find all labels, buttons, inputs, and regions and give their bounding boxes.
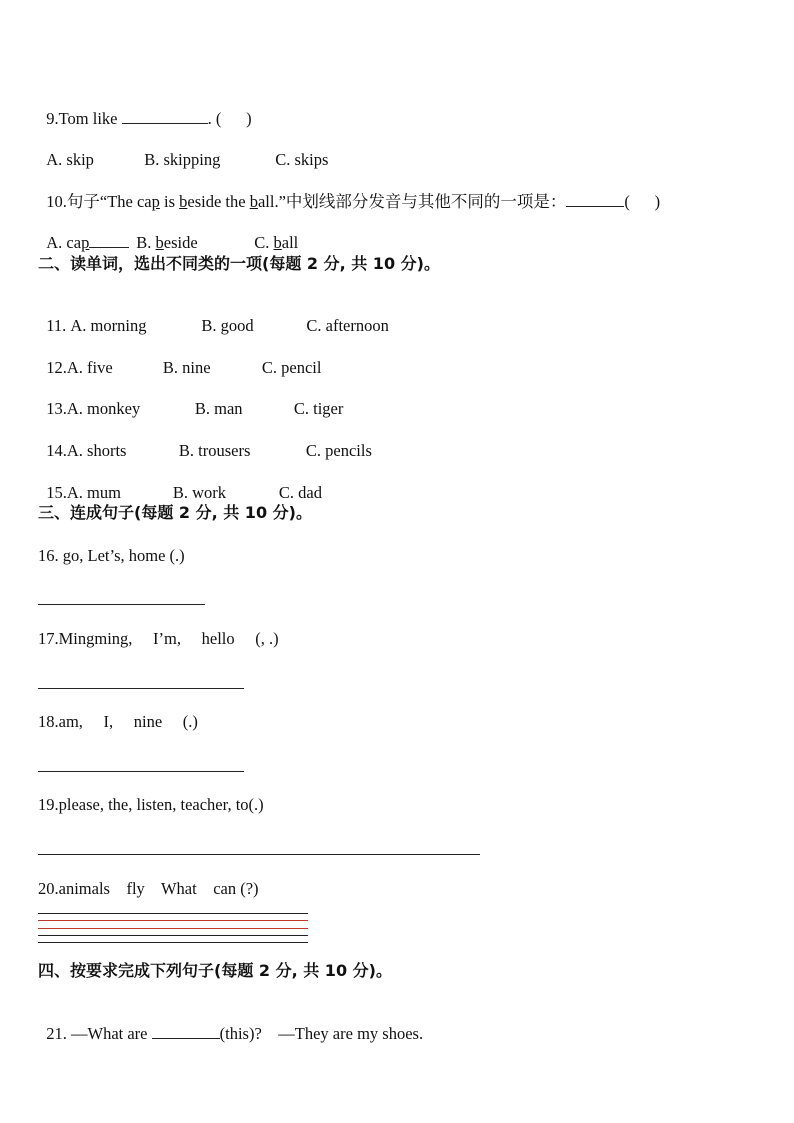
question-11	[38, 296, 389, 336]
q16-answer-line[interactable]	[38, 604, 205, 605]
q10-text-c: eside the	[187, 192, 250, 211]
q10-number: 10.	[46, 192, 67, 211]
question-13	[38, 379, 343, 419]
q14-option-a[interactable]: A. shorts	[66, 441, 127, 460]
q10-text-a: 句子“The ca	[66, 192, 152, 211]
q10-option-c[interactable]	[254, 233, 298, 253]
q9-option-b[interactable]: B. skipping	[144, 150, 221, 169]
q13-option-c[interactable]: C. tiger	[293, 399, 344, 418]
question-14	[38, 421, 372, 461]
q9-option-a[interactable]: A. skip	[46, 150, 94, 169]
q9-stem-post: . ( )	[207, 109, 252, 128]
q15-option-c[interactable]: C. dad	[278, 483, 322, 502]
q20-writing-line-4	[38, 935, 308, 936]
question-10	[38, 171, 660, 212]
question-21	[38, 1003, 423, 1044]
question-17: 17.Mingming, I’m, hello (, .)	[38, 629, 279, 648]
q10-underlined-3: b	[249, 192, 258, 211]
q20-writing-line-5	[38, 942, 308, 943]
section-3-heading: 三、连成句子(每题 2 分, 共 10 分)。	[38, 503, 312, 522]
question-12	[38, 338, 321, 378]
section-4-heading: 四、按要求完成下列句子(每题 2 分, 共 10 分)。	[38, 961, 392, 980]
q14-option-c[interactable]: C. pencils	[305, 441, 372, 460]
q9-option-c[interactable]: C. skips	[275, 150, 329, 169]
q10-option-b-rest: eside	[163, 233, 198, 252]
q12-number: 12.	[46, 358, 67, 377]
q15-option-b[interactable]: B. work	[172, 483, 227, 502]
q9-options	[38, 130, 328, 170]
q15-number: 15.	[46, 483, 67, 502]
question-18: 18.am, I, nine (.)	[38, 712, 198, 731]
q21-stem-post: (this)? —They are my shoes.	[219, 1024, 424, 1043]
q12-option-b[interactable]: B. nine	[162, 358, 211, 377]
q10-option-b-text: B.	[136, 233, 156, 252]
question-9	[38, 88, 252, 129]
q21-answer-blank[interactable]	[152, 1023, 220, 1039]
q12-option-c[interactable]: C. pencil	[261, 358, 322, 377]
q11-option-a[interactable]: A. morning	[70, 316, 147, 335]
section-2-heading: 二、读单词，选出不同类的一项(每题 2 分, 共 10 分)。	[38, 254, 440, 273]
q13-number: 13.	[46, 399, 67, 418]
q15-option-a[interactable]: A. mum	[66, 483, 121, 502]
q9-answer-blank[interactable]	[122, 108, 208, 124]
q12-option-a[interactable]: A. five	[66, 358, 113, 377]
q10-option-c-text: C.	[254, 233, 274, 252]
q13-option-a[interactable]: A. monkey	[66, 399, 141, 418]
q10-option-a-text: A. ca	[46, 233, 82, 252]
q11-number: 11.	[46, 316, 71, 335]
q10-option-c-rest: all	[281, 233, 299, 252]
q10-text-b: is	[159, 192, 180, 211]
q10-paren: ( )	[624, 192, 661, 211]
q10-option-a-underline	[89, 233, 129, 248]
q10-option-a-underlined: p	[81, 233, 90, 252]
q10-underlined-1: p	[151, 192, 160, 211]
q20-writing-line-3	[38, 928, 308, 929]
q10-option-b[interactable]	[136, 233, 254, 253]
q11-option-c[interactable]: C. afternoon	[306, 316, 389, 335]
q20-writing-line-1[interactable]	[38, 913, 308, 914]
q14-number: 14.	[46, 441, 67, 460]
q10-option-c-underlined: b	[273, 233, 282, 252]
q13-option-b[interactable]: B. man	[194, 399, 243, 418]
question-16: 16. go, Let’s, home (.)	[38, 546, 185, 565]
q21-stem-pre: 21. —What are	[46, 1024, 152, 1043]
q10-option-a[interactable]	[46, 233, 136, 253]
q9-stem-pre: 9.Tom like	[46, 109, 122, 128]
q10-answer-blank[interactable]	[566, 191, 624, 207]
q10-option-b-underlined: b	[155, 233, 164, 252]
q18-answer-line[interactable]	[38, 771, 244, 772]
q10-underlined-2: b	[179, 192, 188, 211]
q11-option-b[interactable]: B. good	[201, 316, 254, 335]
q20-writing-line-2	[38, 920, 308, 921]
q14-option-b[interactable]: B. trousers	[178, 441, 251, 460]
question-20: 20.animals fly What can (?)	[38, 879, 259, 898]
q17-answer-line[interactable]	[38, 688, 244, 689]
q10-options	[38, 213, 298, 253]
question-15	[38, 463, 322, 503]
question-19: 19.please, the, listen, teacher, to(.)	[38, 795, 264, 814]
q10-text-d: all.”中划线部分发音与其他不同的一项是：	[257, 192, 567, 211]
q19-answer-line[interactable]	[38, 854, 480, 855]
